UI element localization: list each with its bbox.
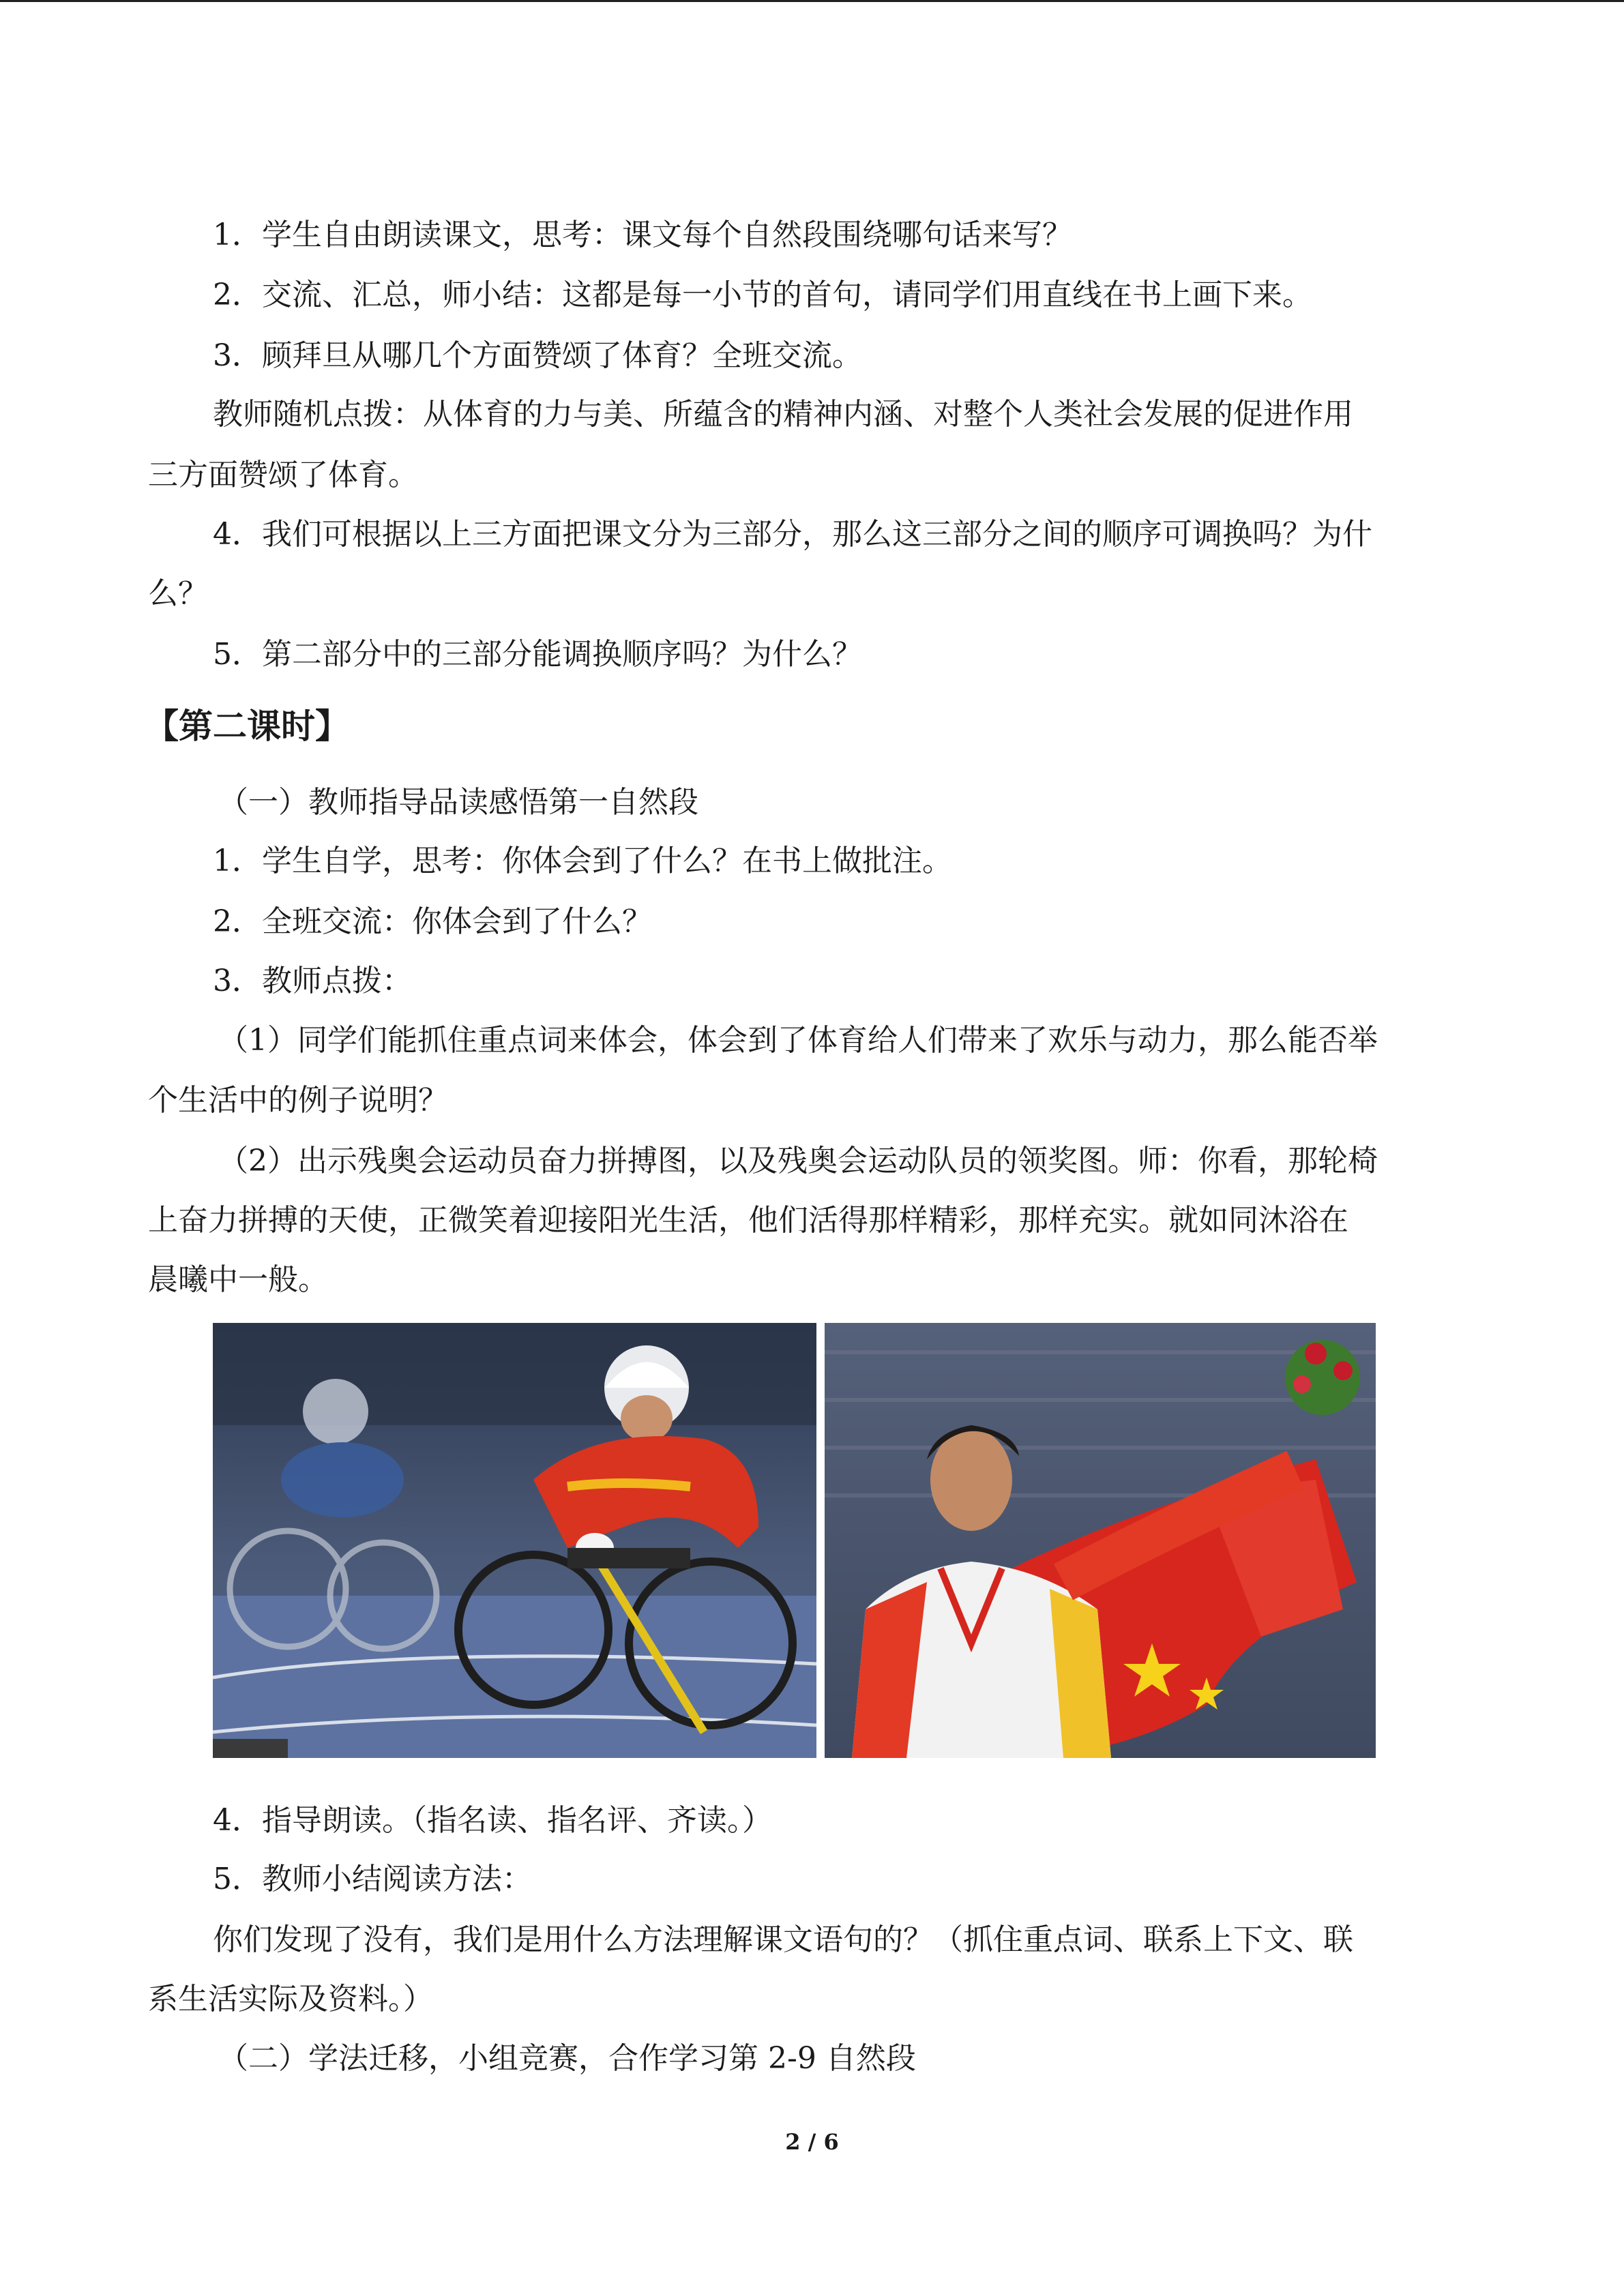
paragraph-line: 教师随机点拨：从体育的力与美、所蕴含的精神内涵、对整个人类社会发展的促进作用 — [213, 397, 1353, 432]
paragraph-line: （2）出示残奥会运动员奋力拼搏图，以及残奥会运动队员的领奖图。师：你看，那轮椅 — [218, 1144, 1378, 1178]
paragraph-line: 5．教师小结阅读方法： — [213, 1862, 532, 1896]
paragraph-line: 3．顾拜旦从哪几个方面赞颂了体育？全班交流。 — [213, 338, 862, 373]
section-heading: 【第二课时】 — [145, 706, 349, 746]
paragraph-line: 5．第二部分中的三部分能调换顺序吗？为什么？ — [213, 637, 862, 672]
page-top-border — [0, 0, 1624, 2]
paragraph-line: （二）学法迁移，小组竞赛，合作学习第 2-9 自然段 — [218, 2041, 916, 2076]
page-number: 2 / 6 — [785, 2129, 839, 2155]
paragraph-line: 1．学生自学，思考：你体会到了什么？在书上做批注。 — [213, 844, 952, 878]
wheelchair-race-photo — [213, 1323, 816, 1758]
paragraph-line: 么？ — [148, 576, 208, 611]
paragraph-line: 3．教师点拨： — [213, 964, 412, 998]
paragraph-line: （一）教师指导品读感悟第一自然段 — [218, 785, 698, 820]
paragraph-line: 系生活实际及资料。） — [148, 1982, 433, 2016]
paragraph-line: 4．我们可根据以上三方面把课文分为三部分，那么这三部分之间的顺序可调换吗？为什 — [213, 517, 1372, 552]
medal-ceremony-photo — [825, 1323, 1376, 1758]
paragraph-line: 2．全班交流：你体会到了什么？ — [213, 904, 652, 939]
paragraph-line: 晨曦中一般。 — [148, 1262, 328, 1297]
paragraph-line: 上奋力拼搏的天使，正微笑着迎接阳光生活，他们活得那样精彩，那样充实。就如同沐浴在 — [148, 1203, 1348, 1238]
paragraph-line: 你们发现了没有，我们是用什么方法理解课文语句的？（抓住重点词、联系上下文、联 — [213, 1922, 1353, 1957]
paragraph-line: （1）同学们能抓住重点词来体会，体会到了体育给人们带来了欢乐与动力，那么能否举 — [218, 1023, 1378, 1058]
paragraph-line: 个生活中的例子说明？ — [148, 1083, 448, 1118]
paragraph-line: 1．学生自由朗读课文，思考：课文每个自然段围绕哪句话来写？ — [213, 218, 1072, 252]
paragraph-line: 2．交流、汇总，师小结：这都是每一小节的首句，请同学们用直线在书上画下来。 — [213, 278, 1312, 312]
paragraph-line: 4．指导朗读。（指名读、指名评、齐读。） — [213, 1803, 772, 1838]
paragraph-line: 三方面赞颂了体育。 — [148, 458, 418, 492]
